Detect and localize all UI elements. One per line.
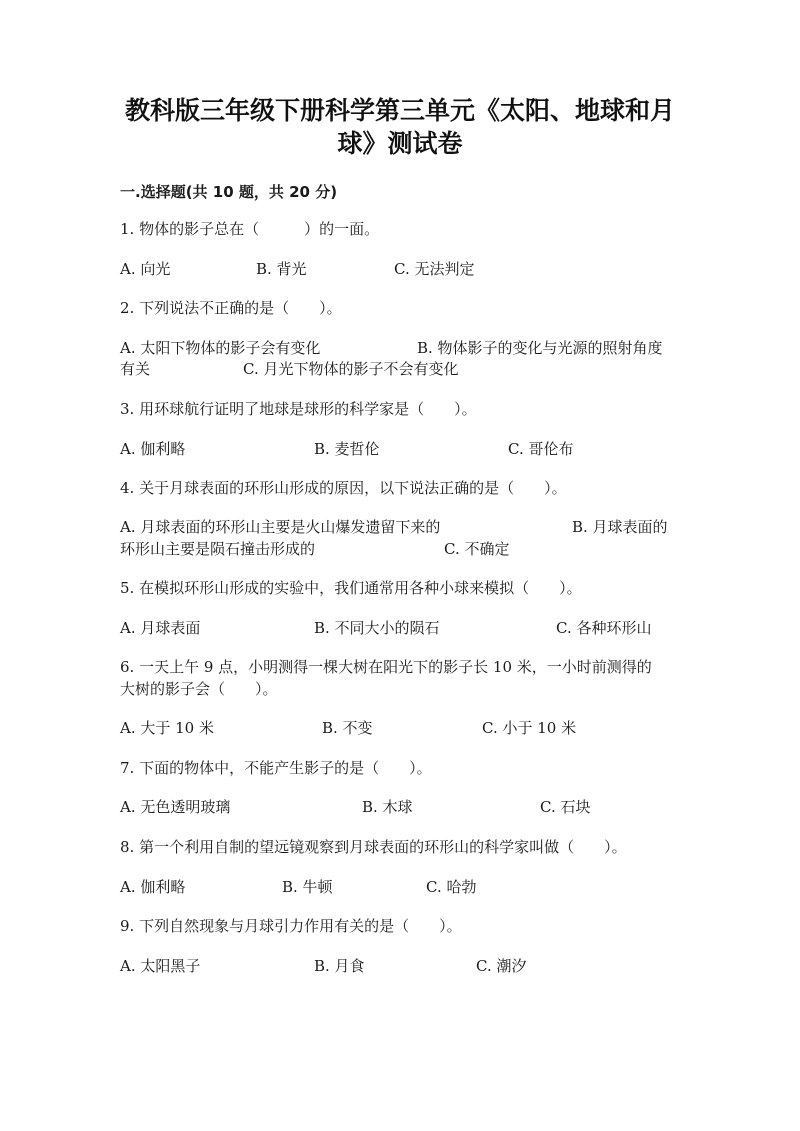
question-7-option-c: C. 石块 <box>540 798 591 816</box>
question-8-option-a: A. 伽利略 <box>120 878 186 896</box>
question-3-option-b: B. 麦哲伦 <box>314 440 380 458</box>
question-8-option-c: C. 哈勃 <box>426 878 477 896</box>
question-9-stem: 9. 下列自然现象与月球引力作用有关的是（ ）。 <box>120 917 462 935</box>
question-2-option-b-continued: 有关 <box>120 360 151 378</box>
question-4-option-c: C. 不确定 <box>444 540 510 558</box>
question-2-option-b: B. 物体影子的变化与光源的照射角度 <box>417 339 663 357</box>
title-line-2: 球》测试卷 <box>337 129 463 158</box>
question-1-option-b: B. 背光 <box>256 260 307 278</box>
question-1-stem: 1. 物体的影子总在（ ）的一面。 <box>120 220 380 238</box>
question-6-option-b: B. 不变 <box>322 719 373 737</box>
question-5-option-a: A. 月球表面 <box>120 619 201 637</box>
question-5-option-c: C. 各种环形山 <box>556 619 652 637</box>
question-9-option-c: C. 潮汐 <box>476 957 527 975</box>
question-4-option-a: A. 月球表面的环形山主要是火山爆发遗留下来的 <box>120 518 441 536</box>
title-line-1: 教科版三年级下册科学第三单元《太阳、地球和月 <box>124 96 675 125</box>
question-1-option-a: A. 向光 <box>120 260 171 278</box>
question-3-stem: 3. 用环球航行证明了地球是球形的科学家是（ ）。 <box>120 400 477 418</box>
question-8-stem: 8. 第一个利用自制的望远镜观察到月球表面的环形山的科学家叫做（ ）。 <box>120 838 627 856</box>
question-6-stem-continued: 大树的影子会（ ）。 <box>120 680 278 698</box>
section-heading: 一.选择题(共 10 题，共 20 分) <box>120 183 338 201</box>
question-7-stem: 7. 下面的物体中，不能产生影子的是（ ）。 <box>120 759 432 777</box>
question-1-option-c: C. 无法判定 <box>394 260 475 278</box>
question-4-option-b-continued: 环形山主要是陨石撞击形成的 <box>120 540 316 558</box>
question-4-option-b: B. 月球表面的 <box>572 518 668 536</box>
question-6-stem: 6. 一天上午 9 点，小明测得一棵大树在阳光下的影子长 10 米，一小时前测得的 <box>120 658 652 676</box>
question-9-option-a: A. 太阳黑子 <box>120 957 201 975</box>
question-5-stem: 5. 在模拟环形山形成的实验中，我们通常用各种小球来模拟（ ）。 <box>120 579 582 597</box>
question-6-option-c: C. 小于 10 米 <box>482 719 577 737</box>
question-4-stem: 4. 关于月球表面的环形山形成的原因，以下说法正确的是（ ）。 <box>120 479 567 497</box>
question-7-option-b: B. 木球 <box>362 798 413 816</box>
question-7-option-a: A. 无色透明玻璃 <box>120 798 231 816</box>
question-2-option-a: A. 太阳下物体的影子会有变化 <box>120 339 321 357</box>
question-3-option-c: C. 哥伦布 <box>508 440 574 458</box>
question-2-option-c: C. 月光下物体的影子不会有变化 <box>243 360 459 378</box>
question-3-option-a: A. 伽利略 <box>120 440 186 458</box>
question-6-option-a: A. 大于 10 米 <box>120 719 214 737</box>
question-8-option-b: B. 牛顿 <box>282 878 333 896</box>
question-2-stem: 2. 下列说法不正确的是（ ）。 <box>120 299 342 317</box>
question-9-option-b: B. 月食 <box>314 957 365 975</box>
question-5-option-b: B. 不同大小的陨石 <box>314 619 440 637</box>
